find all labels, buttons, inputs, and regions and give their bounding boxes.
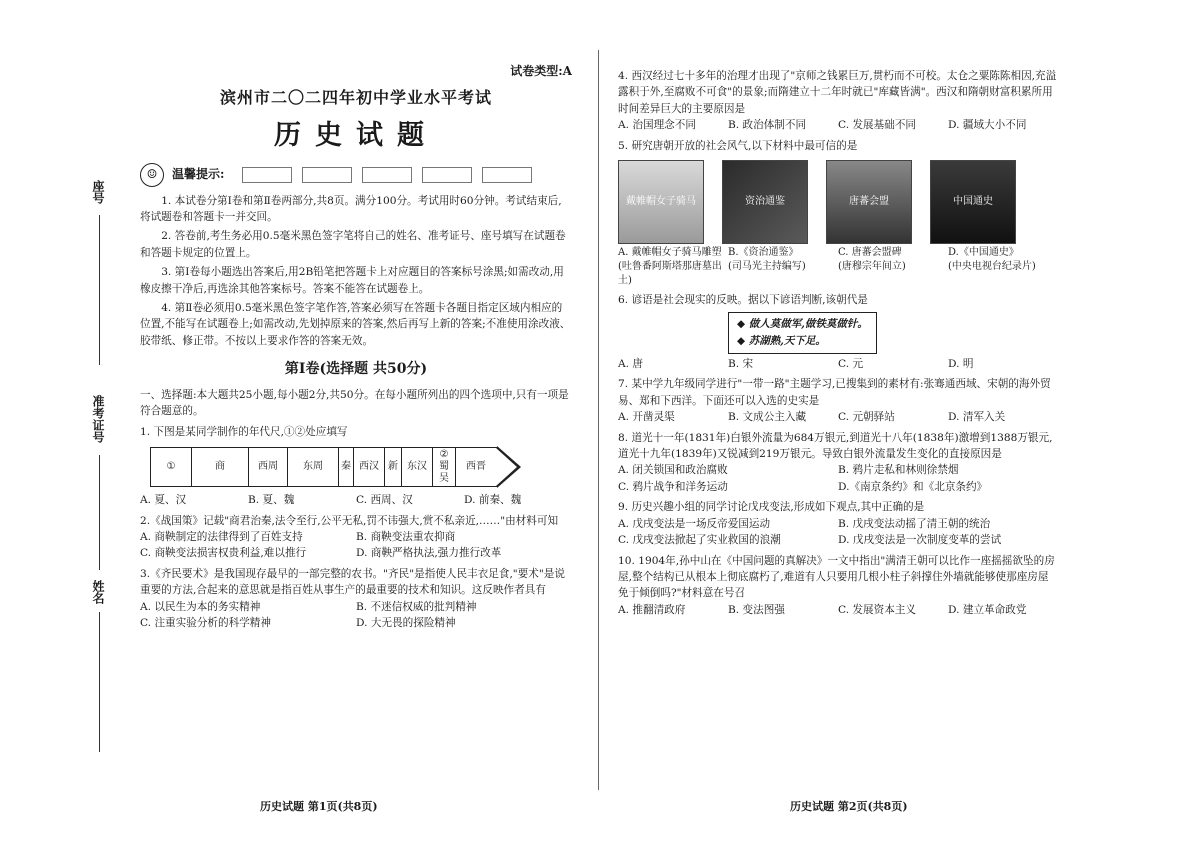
question-10-stem: 10. 1904年,孙中山在《中国问题的真解决》一文中指出"满清王朝可以比作一座摇摇欲坠的房屋,整个结构已从根本上彻底腐朽了,难道有人只要用几根小柱子斜撑住外墙就能够使那座房屋免于倾倒吗?"材料意在号召 [618, 554, 1055, 600]
timeline-stack [439, 449, 449, 485]
seat-label: 座号 [91, 180, 105, 204]
timeline-shu: 蜀 [439, 461, 449, 473]
rider-figurine-image [618, 160, 704, 244]
proverb-box [728, 312, 877, 354]
option: C. 商鞅变法损害权贵利益,难以推行 [140, 547, 307, 560]
name-line [99, 612, 100, 752]
tip-box [422, 167, 472, 183]
option: A. 唐 [618, 358, 643, 371]
option: C. 唐蕃会盟碑 (唐穆宗年间立) [838, 247, 906, 273]
binding-strip [0, 0, 140, 848]
timeline-cell-2 [433, 448, 456, 486]
timeline-cell: 东汉 [402, 448, 433, 486]
option: D. 明 [948, 358, 974, 371]
option: D. 戊戌变法是一次制度变革的尝试 [838, 534, 1002, 547]
note-3: 3. 第Ⅰ卷每小题选出答案后,用2B铅笔把答题卡上对应题目的答案标号涂黑;如需改动,用橡皮擦干净后,再选涂其他答案标号。答案不能答在试题卷上。 [140, 266, 564, 295]
option: D. 疆域大小不同 [948, 119, 1027, 132]
question-6-stem: 6. 谚语是社会现实的反映。据以下谚语判断,该朝代是 [618, 294, 868, 307]
option: A. 治国理念不同 [618, 119, 696, 132]
option: C. 戊戌变法掀起了实业救国的浪潮 [618, 534, 781, 547]
option: D. 商鞅严格执法,强力推行改革 [356, 547, 502, 560]
question-10-options [618, 602, 1058, 618]
smiley-icon: ☺ [140, 163, 164, 187]
option: C. 发展基础不同 [838, 119, 917, 132]
option: A. 戊戌变法是一场反帝爱国运动 [618, 517, 771, 530]
exam-title: 滨州市二〇二四年初中学业水平考试 [219, 88, 492, 107]
tip-box [482, 167, 532, 183]
option: D. 清军入关 [948, 411, 1006, 424]
question-4-options [618, 117, 1058, 133]
option: D. 大无畏的探险精神 [356, 617, 456, 630]
timeline-cell: ① [151, 448, 192, 486]
option: B. 不迷信权威的批判精神 [356, 600, 477, 613]
question-5-stem: 5. 研究唐朝开放的社会风气,以下材料中最可信的是 [618, 139, 858, 152]
tip-box [242, 167, 292, 183]
proverb-line: ◆ 做人莫做军,做铁莫做针。 [737, 318, 868, 331]
thumb-label: 戴帷帽女子骑马 [626, 196, 696, 208]
tip-label: 温馨提示: [172, 167, 225, 182]
option: C. 鸦片战争和洋务运动 [618, 480, 728, 493]
option: A. 闭关锁国和政治腐败 [618, 464, 728, 477]
timeline-cell-final: 西晋 [466, 461, 486, 473]
stele-image [826, 160, 912, 244]
option: D.《中国通史》 (中央电视台纪录片) [948, 247, 1036, 273]
proverb-row [618, 312, 1058, 354]
tip-row [140, 163, 572, 187]
timeline-arrowhead [497, 446, 521, 488]
note-1: 1. 本试卷分第Ⅰ卷和第Ⅱ卷两部分,共8页。满分100分。考试用时60分钟。考试结束后,将试题卷和答题卡一并交回。 [140, 194, 562, 224]
timeline-bar [150, 447, 497, 487]
timeline-mark-2: ② [439, 449, 449, 461]
tip-box [362, 167, 412, 183]
option: A. 戴帷帽女子骑马雕塑 (吐鲁番阿斯塔那唐墓出土) [618, 247, 722, 287]
page-1 [140, 62, 572, 631]
question-1-options [140, 492, 572, 508]
option: D.《南京条约》和《北京条约》 [838, 480, 988, 493]
tip-boxes [242, 167, 532, 183]
question-8-options [618, 462, 1058, 495]
note-2: 2. 答卷前,考生务必用0.5毫米黑色签字笔将自己的姓名、准考证号、座号填写在试题卷和答题卡规定的位置上。 [140, 230, 566, 259]
option: A. 以民生为本的务实精神 [140, 600, 261, 613]
question-3-options [140, 599, 572, 632]
timeline-cell: 西周 [249, 448, 288, 486]
question-4-stem: 4. 西汉经过七十多年的治理才出现了"京师之钱累巨万,贯朽而不可校。太仓之粟陈陈相因,充溢露积于外,至腐败不可食"的景象;而隋建立十二年时就已"库藏皆满"。西汉和隋朝财富积累所用时间差异巨大的主要原因是 [618, 70, 1057, 115]
timeline-cell: 东周 [288, 448, 339, 486]
question-8-stem: 8. 道光十一年(1831年)白银外流量为684万银元,到道光十八年(1838年)激增到1388万银元,道光十九年(1839年)又锐减到219万银元。导致白银外流量发生变化的直接原因是 [618, 431, 1053, 461]
admission-label: 准考证号 [91, 395, 105, 443]
option: C. 发展资本主义 [838, 603, 917, 616]
option: B. 文成公主入藏 [728, 411, 807, 424]
admission-line [99, 455, 100, 570]
option: B. 变法图强 [728, 603, 785, 616]
question-5-captions [618, 246, 1058, 288]
subject-title: 历史试题 [274, 119, 438, 151]
option: B. 商鞅变法重农抑商 [356, 531, 456, 544]
option: A. 开凿灵渠 [618, 411, 675, 424]
page-1-footer: 历史试题 第1页(共8页) [260, 800, 378, 813]
name-label: 姓名 [91, 580, 105, 604]
option: B. 鸦片走私和林则徐禁烟 [838, 464, 959, 477]
option: B. 戊戌变法动摇了清王朝的统治 [838, 517, 991, 530]
seat-line [99, 215, 100, 365]
option: C. 元 [838, 358, 864, 371]
option: B. 政治体制不同 [728, 119, 807, 132]
option: C. 注重实验分析的科学精神 [140, 617, 271, 630]
page-2 [618, 68, 1058, 618]
question-7-stem: 7. 某中学九年级同学进行"一带一路"主题学习,已搜集到的素材有:张骞通西域、宋朝的海外贸易、郑和下西洋。下面还可以入选的史实是 [618, 378, 1051, 407]
documentary-image [930, 160, 1016, 244]
option: B. 夏、魏 [248, 494, 295, 507]
question-7-options [618, 409, 1058, 425]
question-1-stem: 1. 下图是某同学制作的年代尺,①②处应填写 [140, 425, 348, 438]
timeline-cell: 新 [385, 448, 402, 486]
page-2-footer: 历史试题 第2页(共8页) [790, 800, 908, 813]
question-9-options [618, 516, 1058, 549]
book-cover-image [722, 160, 808, 244]
option: C. 西周、汉 [356, 494, 413, 507]
option: A. 商鞅制定的法律得到了百姓支持 [140, 531, 303, 544]
option: D. 建立革命政党 [948, 603, 1027, 616]
timeline-cell: 商 [192, 448, 249, 486]
question-6-options [618, 356, 1058, 372]
timeline-cell: 西汉 [354, 448, 385, 486]
question-2-stem: 2.《战国策》记载"商君治秦,法令至行,公平无私,罚不讳强大,赏不私亲近,……"由材料可知 [140, 514, 559, 527]
option: B.《资治通鉴》 (司马光主持编写) [728, 247, 806, 273]
thumb-label: 中国通史 [953, 196, 993, 208]
exam-type: 试卷类型:A [510, 64, 572, 78]
option: B. 宋 [728, 358, 754, 371]
timeline-figure [150, 446, 572, 488]
thumb-label: 资治通鉴 [745, 196, 785, 208]
option: C. 元朝驿站 [838, 411, 895, 424]
instructions: 一、选择题:本大题共25小题,每小题2分,共50分。在每小题所列出的四个选项中,只有一项是符合题意的。 [140, 388, 569, 418]
question-3-stem: 3.《齐民要术》是我国现存最早的一部完整的农书。"齐民"是指使人民丰衣足食,"要术"是说重要的方法,合起来的意思就是指百姓从事生产的最重要的技术和知识。这反映作者具有 [140, 567, 565, 597]
option: A. 夏、汉 [140, 494, 187, 507]
question-9-stem: 9. 历史兴趣小组的同学讨论戊戌变法,形成如下观点,其中正确的是 [618, 501, 925, 514]
section-title: 第Ⅰ卷(选择题 共50分) [284, 361, 428, 378]
option: A. 推翻清政府 [618, 603, 686, 616]
question-2-options [140, 529, 572, 562]
question-5-images [618, 160, 1058, 244]
option: D. 前秦、魏 [464, 494, 522, 507]
timeline-wu: 吴 [439, 473, 449, 485]
thumb-label: 唐蕃会盟 [849, 196, 889, 208]
page-divider [598, 50, 599, 790]
tip-box [302, 167, 352, 183]
timeline-cell: 秦 [339, 448, 354, 486]
note-4: 4. 第Ⅱ卷必须用0.5毫米黑色签字笔作答,答案必须写在答题卡各题目指定区域内相应的位置,不能写在试题卷上;如需改动,先划掉原来的答案,然后再写上新的答案;不准使用涂改液、胶带纸、修正带。不按以上要求作答的答案无效。 [140, 302, 571, 347]
proverb-line: ◆ 苏湖熟,天下足。 [737, 335, 826, 348]
